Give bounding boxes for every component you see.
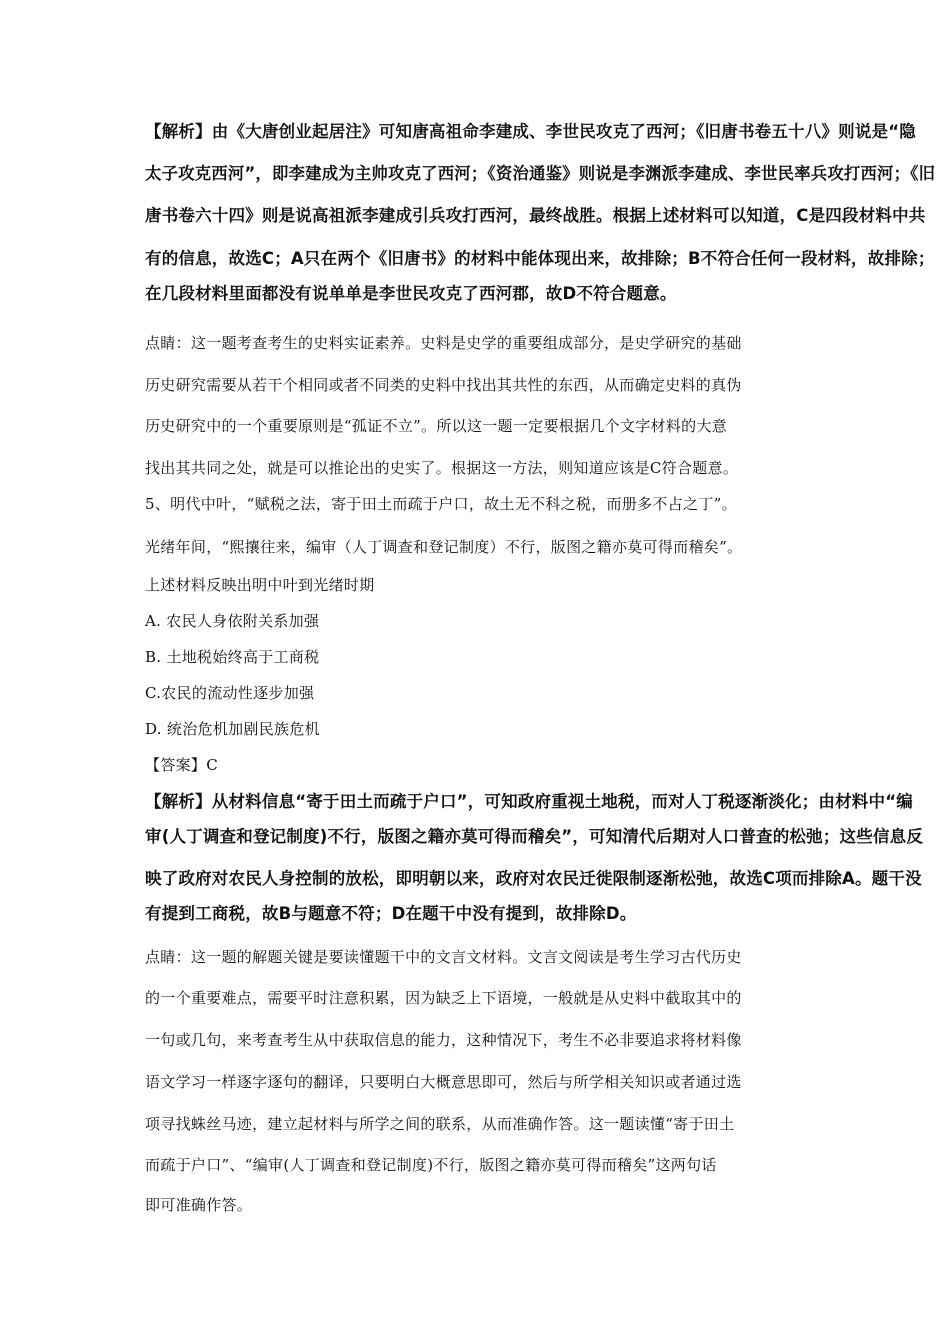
question-5-option-c: C.农民的流动性逐步加强 — [145, 684, 315, 702]
comment-1-line-1: 点睛：这一题考查考生的史料实证素养。史料是史学的重要组成部分，是史学研究的基础 — [145, 334, 742, 352]
comment-2-line-1: 点睛：这一题的解题关键是要读懂题干中的文言文材料。文言文阅读是考生学习古代历史 — [145, 948, 742, 966]
analysis-1-line-5: 在几段材料里面都没有说单单是李世民攻克了西河郡，故D不符合题意。 — [145, 284, 677, 303]
comment-1-line-2: 历史研究需要从若干个相同或者不同类的史料中找出其共性的东西，从而确定史料的真伪 — [145, 376, 742, 394]
question-5-stem-line-2: 光绪年间，“熙攘往来，编审（人丁调查和登记制度）不行，版图之籍亦莫可得而稽矣”。 — [145, 538, 743, 556]
question-5-option-b: B. 土地税始终高于工商税 — [145, 648, 320, 666]
question-5-option-d: D. 统治危机加剧民族危机 — [145, 720, 320, 738]
question-5-answer: 【答案】C — [145, 756, 218, 774]
question-5-stem-line-1: 5、明代中叶，“赋税之法，寄于田土而疏于户口，故土无不科之税，而册多不占之丁”。 — [145, 495, 737, 513]
analysis-2-line-4: 有提到工商税，故B与题意不符；D在题干中没有提到，故排除D。 — [145, 904, 637, 923]
analysis-2-line-1: 【解析】从材料信息“寄于田土而疏于户口”，可知政府重视土地税，而对人丁税逐渐淡化；由材料中“编 — [145, 792, 913, 811]
question-5-stem-line-3: 上述材料反映出明中叶到光绪时期 — [145, 576, 375, 594]
analysis-1-line-4: 有的信息，故选C；A只在两个《旧唐书》的材料中能体现出来，故排除；B不符合任何一段材料，故排除； — [145, 249, 935, 268]
comment-1-line-4: 找出其共同之处，就是可以推论出的史实了。根据这一方法，则知道应该是C符合题意。 — [145, 459, 739, 477]
question-5-option-a: A. 农民人身依附关系加强 — [145, 612, 320, 630]
analysis-1-line-2: 太子攻克西河”，即李建成为主帅攻克了西河；《资治通鉴》则说是李渊派李建成、李世民率兵攻打西河；《旧 — [145, 164, 936, 183]
comment-2-line-5: 项寻找蛛丝马迹，建立起材料与所学之间的联系，从而准确作答。这一题读懂“寄于田土 — [145, 1115, 735, 1133]
comment-2-line-3: 一句或几句，来考查考生从中获取信息的能力，这种情况下，考生不必非要追求将材料像 — [145, 1031, 742, 1049]
comment-2-line-4: 语文学习一样逐字逐句的翻译，只要明白大概意思即可，然后与所学相关知识或者通过选 — [145, 1073, 742, 1091]
comment-2-line-7: 即可准确作答。 — [145, 1196, 253, 1214]
analysis-1-line-1: 【解析】由《大唐创业起居注》可知唐高祖命李建成、李世民攻克了西河；《旧唐书卷五十八》则说是“隐 — [145, 122, 916, 141]
comment-1-line-3: 历史研究中的一个重要原则是“孤证不立”。所以这一题一定要根据几个文字材料的大意 — [145, 417, 728, 435]
analysis-2-line-3: 映了政府对农民人身控制的放松，即明朝以来，政府对农民迁徙限制逐渐松弛，故选C项而排除A。题干没 — [145, 869, 922, 888]
comment-2-line-6: 而疏于户口”、“编审(人丁调查和登记制度)不行，版图之籍亦莫可得而稽矣”这两句话 — [145, 1156, 717, 1174]
comment-2-line-2: 的一个重要难点，需要平时注意积累，因为缺乏上下语境，一般就是从史料中截取其中的 — [145, 989, 742, 1007]
analysis-2-line-2: 审(人丁调查和登记制度)不行，版图之籍亦莫可得而稽矣”，可知清代后期对人口普查的松弛；这些信息反 — [145, 827, 924, 846]
analysis-1-line-3: 唐书卷六十四》则是说高祖派李建成引兵攻打西河，最终战胜。根据上述材料可以知道，C是四段材料中共 — [145, 206, 926, 225]
